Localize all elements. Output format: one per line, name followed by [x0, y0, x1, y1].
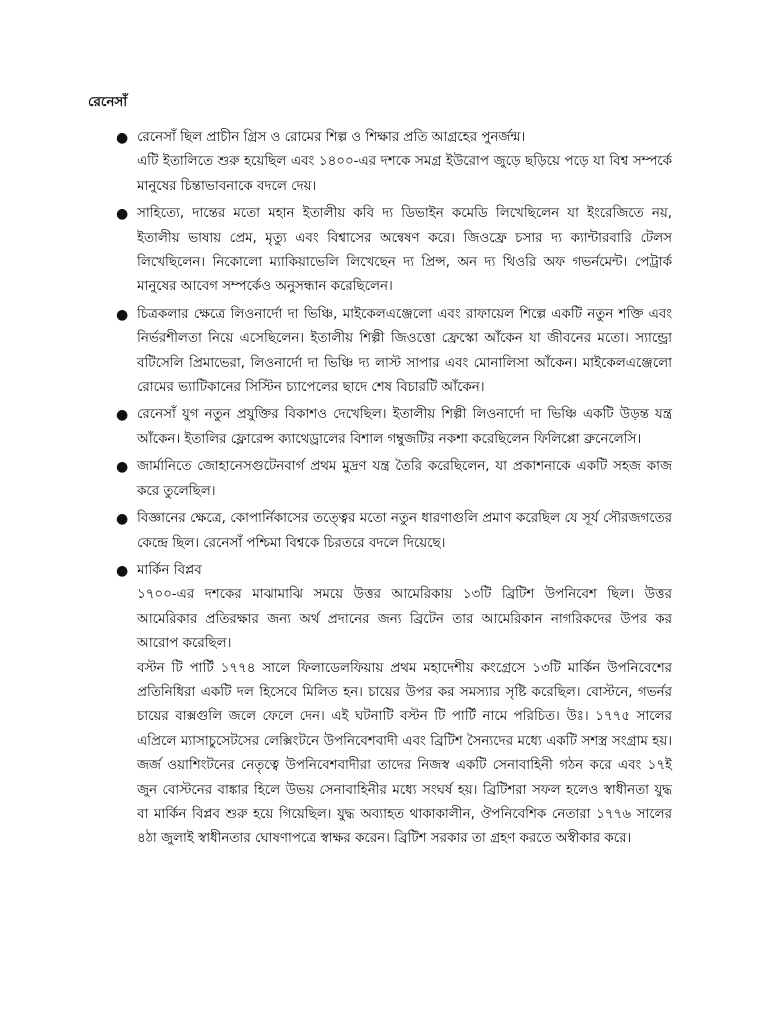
paragraph: ১৭০০-এর দশকের মাঝামাঝি সময়ে উত্তর আমেরিকায় ১৩টি ব্রিটিশ উপনিবেশ ছিল। উত্তর আমেরিকার প্রতিরক্ষার জন্য অর্থ প্রদানের জন্য ব্রিটেন তার আমেরিকান নাগরিকদের উপর কর আরোপ করেছিল।	[137, 587, 672, 652]
document-title: রেনেসাঁ	[88, 94, 128, 110]
bullet-icon: ●	[116, 306, 129, 323]
bullet-list	[88, 126, 672, 852]
bullet-item-renaissance-rebirth	[88, 126, 672, 199]
paragraph: সাহিত্যে, দান্তের মতো মহান ইতালীয় কবি দ্য ডিভাইন কমেডি লিখেছিলেন যা ইংরেজিতে নয়, ইতালীয় ভাষায় প্রেম, মৃত্যু এবং বিশ্বাসের অন্বেষণ করে। জিওফ্রে চসার দ্য ক্যান্টারবারি টেলস লিখেছিলেন। নিকোলো ম্যাকিয়াভেলি লিখেছেন দ্য প্রিন্স, অন দ্য থিওরি অফ গভর্নমেন্ট। পেট্রার্ক মানুষের আবেগ সম্পর্কেও অনুসন্ধান করেছিলেন।	[137, 206, 672, 295]
bullet-item-technology	[88, 403, 672, 452]
bullet-icon: ●	[116, 206, 129, 223]
bullet-item-printing-press	[88, 455, 672, 504]
bullet-item-american-revolution	[88, 559, 672, 852]
section-heading: মার্কিন বিপ্লব	[137, 562, 202, 578]
paragraph: বস্টন টি পার্টি ১৭৭৪ সালে ফিলাডেলফিয়ায় প্রথম মহাদেশীয় কংগ্রেসে ১৩টি মার্কিন উপনিবেশের প্রতিনিধিরা একটি দল হিসেবে মিলিত হন। চায়ের উপর কর সমস্যার সৃষ্টি করেছিল। বোস্টনে, গভর্নর চায়ের বাক্সগুলি জলে ফেলে দেন। এই ঘটনাটি বস্টন টি পার্টি নামে পরিচিত। উঃ। ১৭৭৫ সালের এপ্রিলে ম্যাসাচুসেটসের লেক্সিংটনে উপনিবেশবাদী এবং ব্রিটিশ সৈন্যদের মধ্যে একটি সশস্ত্র সংগ্রাম হয়। জর্জ ওয়াশিংটনের নেতৃত্বে উপনিবেশবাদীরা তাদের নিজস্ব একটি সেনাবাহিনী গঠন করে এবং ১৭ই জুন বোস্টনের বাঙ্কার হিলে উভয় সেনাবাহিনীর মধ্যে সংঘর্ষ হয়। ব্রিটিশরা সফল হলেও স্বাধীনতা যুদ্ধ বা মার্কিন বিপ্লব শুরু হয়ে গিয়েছিল। যুদ্ধ অব্যাহত থাকাকালীন, ঔপনিবেশিক নেতারা ১৭৭৬ সালের ৪ঠা জুলাই স্বাধীনতার ঘোষণাপত্রে স্বাক্ষর করেন। ব্রিটিশ সরকার তা গ্রহণ করতে অস্বীকার করে।	[137, 660, 672, 847]
paragraph: রেনেসাঁ যুগ নতুন প্রযুক্তির বিকাশও দেখেছিল। ইতালীয় শিল্পী লিওনার্দো দা ভিঞ্চি একটি উড়ন্ত যন্ত্র আঁকেন। ইতালির ফ্লোরেন্স ক্যাথেড্রালের বিশাল গম্বুজটির নকশা করেছিলেন ফিলিপ্পো ব্রুনেলেসি।	[137, 407, 672, 447]
bullet-item-literature	[88, 202, 672, 300]
bullet-icon: ●	[116, 459, 129, 476]
bullet-item-science	[88, 507, 672, 556]
bullet-icon: ●	[116, 407, 129, 424]
bullet-item-painting	[88, 303, 672, 401]
paragraph: চিত্রকলার ক্ষেত্রে লিওনার্দো দা ভিঞ্চি, মাইকেলএঞ্জেলো এবং রাফায়েল শিল্পে একটি নতুন শক্তি এবং নির্ভরশীলতা নিয়ে এসেছিলেন। ইতালীয় শিল্পী জিওত্তো ফ্রেস্কো আঁকেন যা জীবনের মতো। স্যান্ড্রো বটিসেলি প্রিমাভেরা, লিওনার্দো দা ভিঞ্চি দ্য লাস্ট সাপার এবং মোনালিসা আঁকেন। মাইকেলএঞ্জেলো রোমের ভ্যাটিকানের সিস্টিন চ্যাপেলের ছাদে শেষ বিচারটি আঁকেন।	[137, 306, 672, 396]
paragraph: এটি ইতালিতে শুরু হয়েছিল এবং ১৪০০-এর দশকে সমগ্র ইউরোপ জুড়ে ছড়িয়ে পড়ে যা বিশ্ব সম্পর্কে মানুষের চিন্তাভাবনাকে বদলে দেয়।	[137, 154, 672, 194]
bullet-icon: ●	[116, 562, 129, 579]
bullet-icon: ●	[116, 511, 129, 528]
paragraph: বিজ্ঞানের ক্ষেত্রে, কোপার্নিকাসের তত্ত্বের মতো নতুন ধারণাগুলি প্রমাণ করেছিল যে সূর্য সৌরজগতের কেন্দ্রে ছিল। রেনেসাঁ পশ্চিমা বিশ্বকে চিরতরে বদলে দিয়েছে।	[137, 511, 672, 551]
bullet-icon: ●	[116, 130, 129, 146]
paragraph: রেনেসাঁ ছিল প্রাচীন গ্রিস ও রোমের শিল্প ও শিক্ষার প্রতি আগ্রহের পুনর্জন্ম।	[137, 130, 526, 145]
paragraph: জার্মানিতে জোহানেসগুটেনবার্গ প্রথম মুদ্রণ যন্ত্র তৈরি করেছিলেন, যা প্রকাশনাকে একটি সহজ কাজ করে তুলেছিল।	[137, 459, 672, 499]
